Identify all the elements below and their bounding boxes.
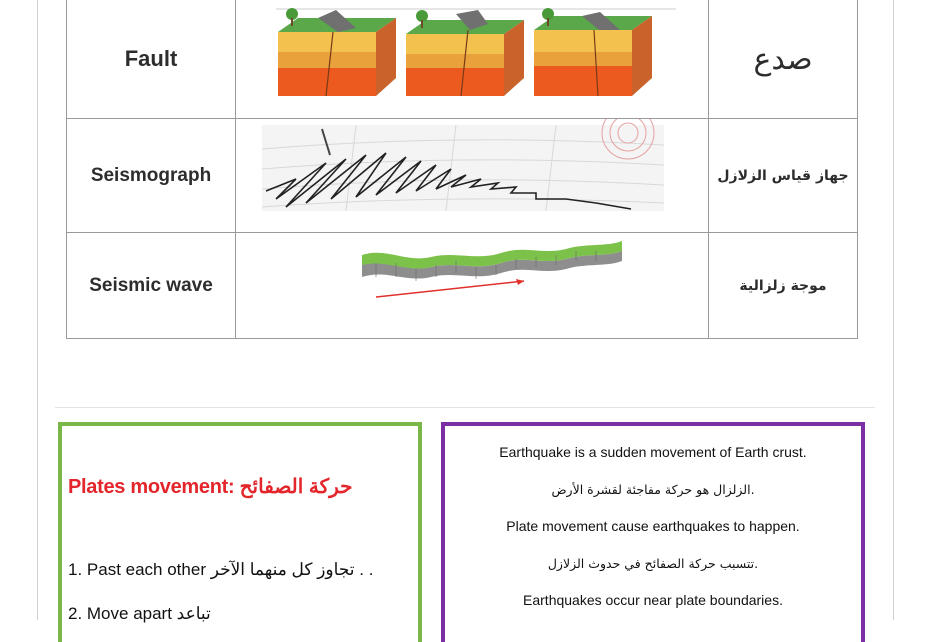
table-row (67, 233, 858, 339)
seismic-wave-strip-icon (236, 233, 708, 338)
seismograph-image (236, 119, 709, 233)
definition-line: Earthquakes occur near plate boundaries. (523, 592, 783, 608)
term-arabic: صدع (709, 0, 858, 119)
seismic-wave-image (236, 233, 709, 339)
definition-line: تتسبب حركة الصفائح في حدوث الزلازل. (547, 556, 759, 571)
fault-block-2 (406, 10, 524, 96)
definition-line: Plate movement cause earthquakes to happen. (506, 518, 800, 534)
term-english: Fault (67, 0, 236, 119)
vocabulary-table (66, 0, 858, 339)
page-margin-line-left (37, 0, 38, 620)
plates-movement-box (58, 422, 422, 642)
list-item: 1. Past each other تجاوز كل منهما الآخر . . (68, 560, 374, 579)
page-margin-line-right (893, 0, 894, 620)
earthquake-definition-box (441, 422, 865, 642)
table-row (67, 119, 858, 233)
seismograph-trace-icon (236, 119, 708, 232)
term-english: Seismograph (67, 119, 236, 233)
definition-line: الزلزال هو حركة مفاجئة لقشرة الأرض. (551, 482, 755, 497)
term-arabic: موجة زلزالية (709, 233, 858, 339)
fault-image (236, 0, 709, 119)
term-english: Seismic wave (67, 233, 236, 339)
plates-movement-title: Plates movement: حركة الصفائح (68, 476, 353, 498)
fault-block-3 (534, 8, 652, 96)
definition-line: Earthquake is a sudden movement of Earth crust. (499, 444, 807, 460)
fault-block-diagrams-icon (236, 0, 708, 118)
table-row (67, 0, 858, 119)
term-arabic: جهاز قياس الزلازل (709, 119, 858, 233)
section-divider (55, 407, 875, 408)
fault-block-1 (278, 8, 396, 96)
list-item: 2. Move apart تباعد (68, 604, 211, 623)
